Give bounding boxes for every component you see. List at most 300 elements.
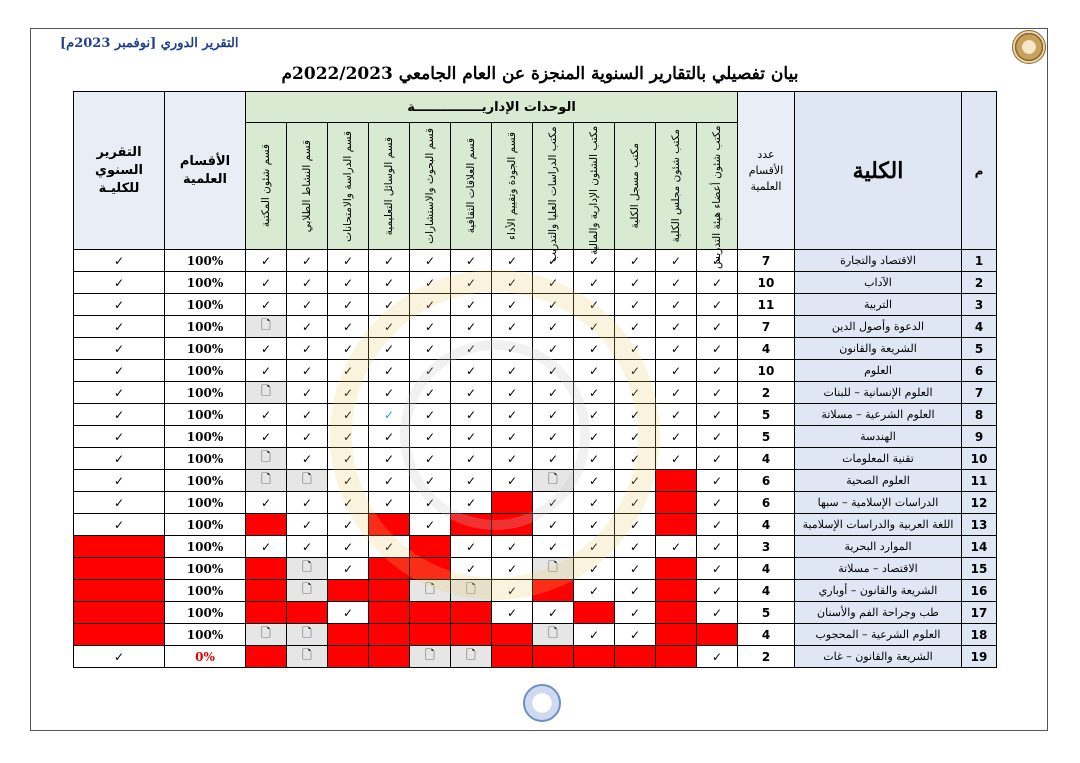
unit-status-check (615, 492, 656, 514)
departments-percent: 100% (165, 492, 246, 514)
unit-status-check (328, 404, 369, 426)
unit-status-check (615, 294, 656, 316)
unit-status-check (615, 250, 656, 272)
row-num: 14 (962, 536, 997, 558)
unit-status-doc (533, 470, 574, 492)
row-num: 6 (962, 360, 997, 382)
unit-status-red (246, 646, 287, 668)
unit-status-check (492, 382, 533, 404)
unit-status-check (328, 602, 369, 624)
annual-report-status (74, 338, 165, 360)
row-num: 16 (962, 580, 997, 602)
unit-status-check (369, 492, 410, 514)
unit-status-check (574, 360, 615, 382)
unit-status-check (246, 250, 287, 272)
unit-status-check (287, 448, 328, 470)
table-row (74, 646, 997, 668)
unit-status-check (656, 272, 697, 294)
dept-count: 2 (738, 646, 795, 668)
row-num: 7 (962, 382, 997, 404)
unit-status-check (451, 492, 492, 514)
departments-percent: 100% (165, 250, 246, 272)
unit-status-check (656, 382, 697, 404)
college-name: الهندسة (795, 426, 962, 448)
college-name: الشريعة والقانون – أوباري (795, 580, 962, 602)
departments-percent: 100% (165, 316, 246, 338)
unit-status-red (533, 646, 574, 668)
unit-status-check (697, 514, 738, 536)
unit-status-check (697, 602, 738, 624)
unit-status-check (410, 316, 451, 338)
college-name: العلوم الإنسانية – للبنات (795, 382, 962, 404)
dept-count: 7 (738, 250, 795, 272)
unit-status-check (287, 316, 328, 338)
annual-report-status (74, 536, 165, 558)
header-unit-3: مكتب الشئون الإدارية والمالية (574, 123, 615, 250)
unit-status-check (451, 272, 492, 294)
unit-status-check (615, 360, 656, 382)
unit-status-check (369, 338, 410, 360)
unit-status-check (697, 316, 738, 338)
unit-status-check (574, 580, 615, 602)
annual-report-status (74, 250, 165, 272)
unit-status-check (492, 470, 533, 492)
table-row (74, 558, 997, 580)
row-num: 17 (962, 602, 997, 624)
header-unit-6: قسم العلاقات الثقافية (451, 123, 492, 250)
unit-status-doc (410, 580, 451, 602)
table-row (74, 602, 997, 624)
college-name: الشريعة والقانون (795, 338, 962, 360)
unit-status-check (533, 316, 574, 338)
unit-status-red (697, 624, 738, 646)
unit-status-check (615, 426, 656, 448)
unit-status-doc (287, 624, 328, 646)
dept-count: 4 (738, 580, 795, 602)
unit-status-check (328, 470, 369, 492)
unit-status-red (656, 514, 697, 536)
unit-status-red (246, 558, 287, 580)
dept-count: 7 (738, 316, 795, 338)
college-name: العلوم الصحية (795, 470, 962, 492)
departments-percent: 100% (165, 338, 246, 360)
unit-status-check (574, 426, 615, 448)
row-num: 1 (962, 250, 997, 272)
unit-status-check (697, 580, 738, 602)
unit-status-check (656, 360, 697, 382)
unit-status-check (451, 404, 492, 426)
unit-status-check (533, 360, 574, 382)
unit-status-red (369, 558, 410, 580)
unit-status-check (287, 382, 328, 404)
unit-status-red (656, 602, 697, 624)
unit-status-check (451, 250, 492, 272)
annual-report-status (74, 624, 165, 646)
unit-status-check (246, 404, 287, 426)
row-num: 9 (962, 426, 997, 448)
dept-count: 5 (738, 426, 795, 448)
annual-report-status (74, 316, 165, 338)
annual-report-status (74, 602, 165, 624)
unit-status-check (369, 316, 410, 338)
unit-status-red (410, 536, 451, 558)
row-num: 11 (962, 470, 997, 492)
unit-status-check (369, 272, 410, 294)
unit-status-red (656, 580, 697, 602)
table-row (74, 448, 997, 470)
unit-status-check (287, 294, 328, 316)
departments-percent: 100% (165, 624, 246, 646)
page-title: بيان تفصيلي بالتقارير السنوية المنجزة عن العام الجامعي 2022/2023م (281, 64, 799, 84)
annual-report-status (74, 448, 165, 470)
header-num: م (962, 92, 997, 250)
dept-count: 6 (738, 492, 795, 514)
unit-status-check (574, 338, 615, 360)
departments-percent: 100% (165, 558, 246, 580)
unit-status-check (615, 470, 656, 492)
dept-count: 4 (738, 448, 795, 470)
college-name: الدراسات الإسلامية – سبها (795, 492, 962, 514)
unit-status-check (410, 426, 451, 448)
unit-status-check (451, 338, 492, 360)
annual-report-status (74, 360, 165, 382)
unit-status-check (410, 250, 451, 272)
unit-status-check (533, 492, 574, 514)
unit-status-check (574, 294, 615, 316)
header-college: الكلية (795, 92, 962, 250)
table-row (74, 470, 997, 492)
unit-status-check (451, 294, 492, 316)
unit-status-check (492, 294, 533, 316)
row-num: 19 (962, 646, 997, 668)
unit-status-check (369, 448, 410, 470)
unit-status-red (451, 624, 492, 646)
dept-count: 11 (738, 294, 795, 316)
unit-status-check (328, 492, 369, 514)
unit-status-check (410, 514, 451, 536)
unit-status-red (656, 624, 697, 646)
unit-status-check (574, 624, 615, 646)
unit-status-check (410, 294, 451, 316)
unit-status-check (574, 382, 615, 404)
departments-percent: 100% (165, 580, 246, 602)
unit-status-check (615, 404, 656, 426)
unit-status-check (574, 492, 615, 514)
unit-status-check (697, 448, 738, 470)
unit-status-check (328, 514, 369, 536)
unit-status-check (615, 514, 656, 536)
departments-percent: 100% (165, 404, 246, 426)
unit-status-check (697, 536, 738, 558)
unit-status-check (533, 382, 574, 404)
unit-status-check (697, 492, 738, 514)
header-admin-units: الوحدات الإداريـــــــــــــــة (246, 92, 738, 123)
departments-percent: 0% (165, 646, 246, 668)
unit-status-check (615, 602, 656, 624)
university-logo (1012, 30, 1046, 64)
unit-status-check (533, 404, 574, 426)
unit-status-doc (410, 646, 451, 668)
unit-status-check (615, 624, 656, 646)
unit-status-check (574, 272, 615, 294)
unit-status-check (287, 404, 328, 426)
table-row (74, 250, 997, 272)
unit-status-check (287, 360, 328, 382)
row-num: 5 (962, 338, 997, 360)
annual-report-status (74, 404, 165, 426)
unit-status-check (451, 448, 492, 470)
unit-status-check (287, 272, 328, 294)
unit-status-check (615, 536, 656, 558)
unit-status-doc (246, 382, 287, 404)
unit-status-check (451, 382, 492, 404)
header-unit-0: مكتب شئون أعضاء هيئة التدريس (697, 123, 738, 250)
unit-status-check (451, 558, 492, 580)
unit-status-check (574, 514, 615, 536)
unit-status-check (246, 426, 287, 448)
unit-status-red (656, 492, 697, 514)
unit-status-check (246, 338, 287, 360)
unit-status-check (615, 580, 656, 602)
annual-report-status (74, 646, 165, 668)
unit-status-check (492, 338, 533, 360)
row-num: 15 (962, 558, 997, 580)
annual-report-status (74, 470, 165, 492)
departments-percent: 100% (165, 448, 246, 470)
header-unit-1: مكتب شئون مجلس الكلية (656, 123, 697, 250)
row-num: 8 (962, 404, 997, 426)
college-name: تقنية المعلومات (795, 448, 962, 470)
unit-status-check (697, 470, 738, 492)
unit-status-check (451, 316, 492, 338)
bottom-seal-icon (523, 684, 561, 722)
header-unit-11: قسم شئون المكتبة (246, 123, 287, 250)
unit-status-check (533, 338, 574, 360)
unit-status-check (533, 536, 574, 558)
dept-count: 10 (738, 360, 795, 382)
unit-status-doc (533, 624, 574, 646)
unit-status-check (492, 448, 533, 470)
unit-status-check (410, 338, 451, 360)
unit-status-check (492, 272, 533, 294)
header-unit-7: قسم البحوث والاستشارات (410, 123, 451, 250)
table-row (74, 514, 997, 536)
annual-report-status (74, 272, 165, 294)
unit-status-check (492, 536, 533, 558)
header-unit-10: قسم النشاط الطلابي (287, 123, 328, 250)
unit-status-doc (246, 316, 287, 338)
unit-status-check (246, 492, 287, 514)
unit-status-check (328, 272, 369, 294)
unit-status-check (574, 558, 615, 580)
annual-report-status (74, 426, 165, 448)
college-name: الآداب (795, 272, 962, 294)
row-num: 13 (962, 514, 997, 536)
unit-status-check (615, 338, 656, 360)
dept-count: 5 (738, 404, 795, 426)
unit-status-red (451, 514, 492, 536)
unit-status-check (369, 426, 410, 448)
unit-status-check (287, 514, 328, 536)
unit-status-check (287, 426, 328, 448)
unit-status-red (451, 602, 492, 624)
unit-status-red (574, 602, 615, 624)
unit-status-check (656, 404, 697, 426)
departments-percent: 100% (165, 426, 246, 448)
unit-status-check (533, 448, 574, 470)
unit-status-red (410, 624, 451, 646)
annual-report-status (74, 382, 165, 404)
unit-status-check (533, 602, 574, 624)
row-num: 10 (962, 448, 997, 470)
departments-percent: 100% (165, 272, 246, 294)
annual-report-status (74, 580, 165, 602)
departments-percent: 100% (165, 360, 246, 382)
unit-status-check (533, 294, 574, 316)
reports-table (73, 91, 997, 668)
row-num: 2 (962, 272, 997, 294)
unit-status-red (533, 580, 574, 602)
departments-percent: 100% (165, 536, 246, 558)
annual-report-status (74, 514, 165, 536)
unit-status-doc (287, 558, 328, 580)
unit-status-check (328, 360, 369, 382)
unit-status-check (492, 426, 533, 448)
unit-status-check (492, 316, 533, 338)
unit-status-red (287, 602, 328, 624)
row-num: 4 (962, 316, 997, 338)
unit-status-red (369, 646, 410, 668)
header-departments: الأقسام العلمية (165, 92, 246, 250)
unit-status-check (451, 536, 492, 558)
unit-status-red (410, 602, 451, 624)
table-row (74, 294, 997, 316)
unit-status-red (246, 602, 287, 624)
table-row (74, 580, 997, 602)
unit-status-check (492, 404, 533, 426)
unit-status-red (410, 558, 451, 580)
table-row (74, 624, 997, 646)
unit-status-check (369, 294, 410, 316)
header-unit-5: قسم الجودة وتقييم الأداء (492, 123, 533, 250)
table-row (74, 536, 997, 558)
table-row (74, 360, 997, 382)
college-name: اللغة العربية والدراسات الإسلامية (795, 514, 962, 536)
departments-percent: 100% (165, 382, 246, 404)
unit-status-check (492, 250, 533, 272)
college-name: العلوم (795, 360, 962, 382)
unit-status-check (328, 536, 369, 558)
header-unit-8: قسم الوسائل التعليمية (369, 123, 410, 250)
dept-count: 3 (738, 536, 795, 558)
unit-status-check (492, 558, 533, 580)
unit-status-check (246, 360, 287, 382)
unit-status-check (697, 382, 738, 404)
dept-count: 4 (738, 558, 795, 580)
unit-status-check (533, 514, 574, 536)
unit-status-check (287, 492, 328, 514)
dept-count: 5 (738, 602, 795, 624)
unit-status-check (287, 536, 328, 558)
unit-status-doc (451, 580, 492, 602)
unit-status-doc (287, 646, 328, 668)
unit-status-check (656, 426, 697, 448)
unit-status-doc (246, 448, 287, 470)
unit-status-check (328, 338, 369, 360)
unit-status-check (328, 426, 369, 448)
table-row (74, 272, 997, 294)
unit-status-check (328, 382, 369, 404)
unit-status-check (697, 272, 738, 294)
unit-status-check (656, 338, 697, 360)
unit-status-check (410, 272, 451, 294)
unit-status-check (533, 426, 574, 448)
unit-status-check (451, 360, 492, 382)
table-row (74, 426, 997, 448)
unit-status-check (328, 448, 369, 470)
unit-status-red (656, 470, 697, 492)
header-unit-9: قسم الدراسة والامتحانات (328, 123, 369, 250)
annual-report-status (74, 294, 165, 316)
unit-status-check (246, 272, 287, 294)
header-annual-report: التقرير السنوي للكليـة (74, 92, 165, 250)
unit-status-check (246, 536, 287, 558)
unit-status-red (369, 602, 410, 624)
table-row (74, 316, 997, 338)
unit-status-check (410, 404, 451, 426)
unit-status-red (328, 624, 369, 646)
unit-status-check (615, 272, 656, 294)
unit-status-check (697, 360, 738, 382)
college-name: الاقتصاد والتجارة (795, 250, 962, 272)
row-num: 12 (962, 492, 997, 514)
unit-status-check (410, 492, 451, 514)
unit-status-check (615, 316, 656, 338)
college-name: الدعوة وأصول الدين (795, 316, 962, 338)
periodic-report-label: التقرير الدوري [نوفمبر 2023م] (60, 36, 239, 51)
unit-status-check (574, 404, 615, 426)
unit-status-check (697, 646, 738, 668)
unit-status-red (492, 624, 533, 646)
college-name: التربية (795, 294, 962, 316)
unit-status-red (246, 580, 287, 602)
unit-status-red (369, 580, 410, 602)
unit-status-red (246, 514, 287, 536)
unit-status-check (574, 448, 615, 470)
unit-status-red (369, 514, 410, 536)
annual-report-status (74, 492, 165, 514)
college-name: الموارد البحرية (795, 536, 962, 558)
dept-count: 2 (738, 382, 795, 404)
unit-status-red (328, 646, 369, 668)
departments-percent: 100% (165, 514, 246, 536)
unit-status-red (615, 646, 656, 668)
unit-status-check (328, 250, 369, 272)
unit-status-red (492, 646, 533, 668)
dept-count: 4 (738, 624, 795, 646)
unit-status-check (697, 426, 738, 448)
college-name: الشريعة والقانون – غات (795, 646, 962, 668)
college-name: طب وجراحة الفم والأسنان (795, 602, 962, 624)
unit-status-check (369, 360, 410, 382)
departments-percent: 100% (165, 294, 246, 316)
unit-status-blue (369, 404, 410, 426)
row-num: 3 (962, 294, 997, 316)
annual-report-status (74, 558, 165, 580)
dept-count: 10 (738, 272, 795, 294)
unit-status-red (492, 492, 533, 514)
unit-status-check (697, 558, 738, 580)
